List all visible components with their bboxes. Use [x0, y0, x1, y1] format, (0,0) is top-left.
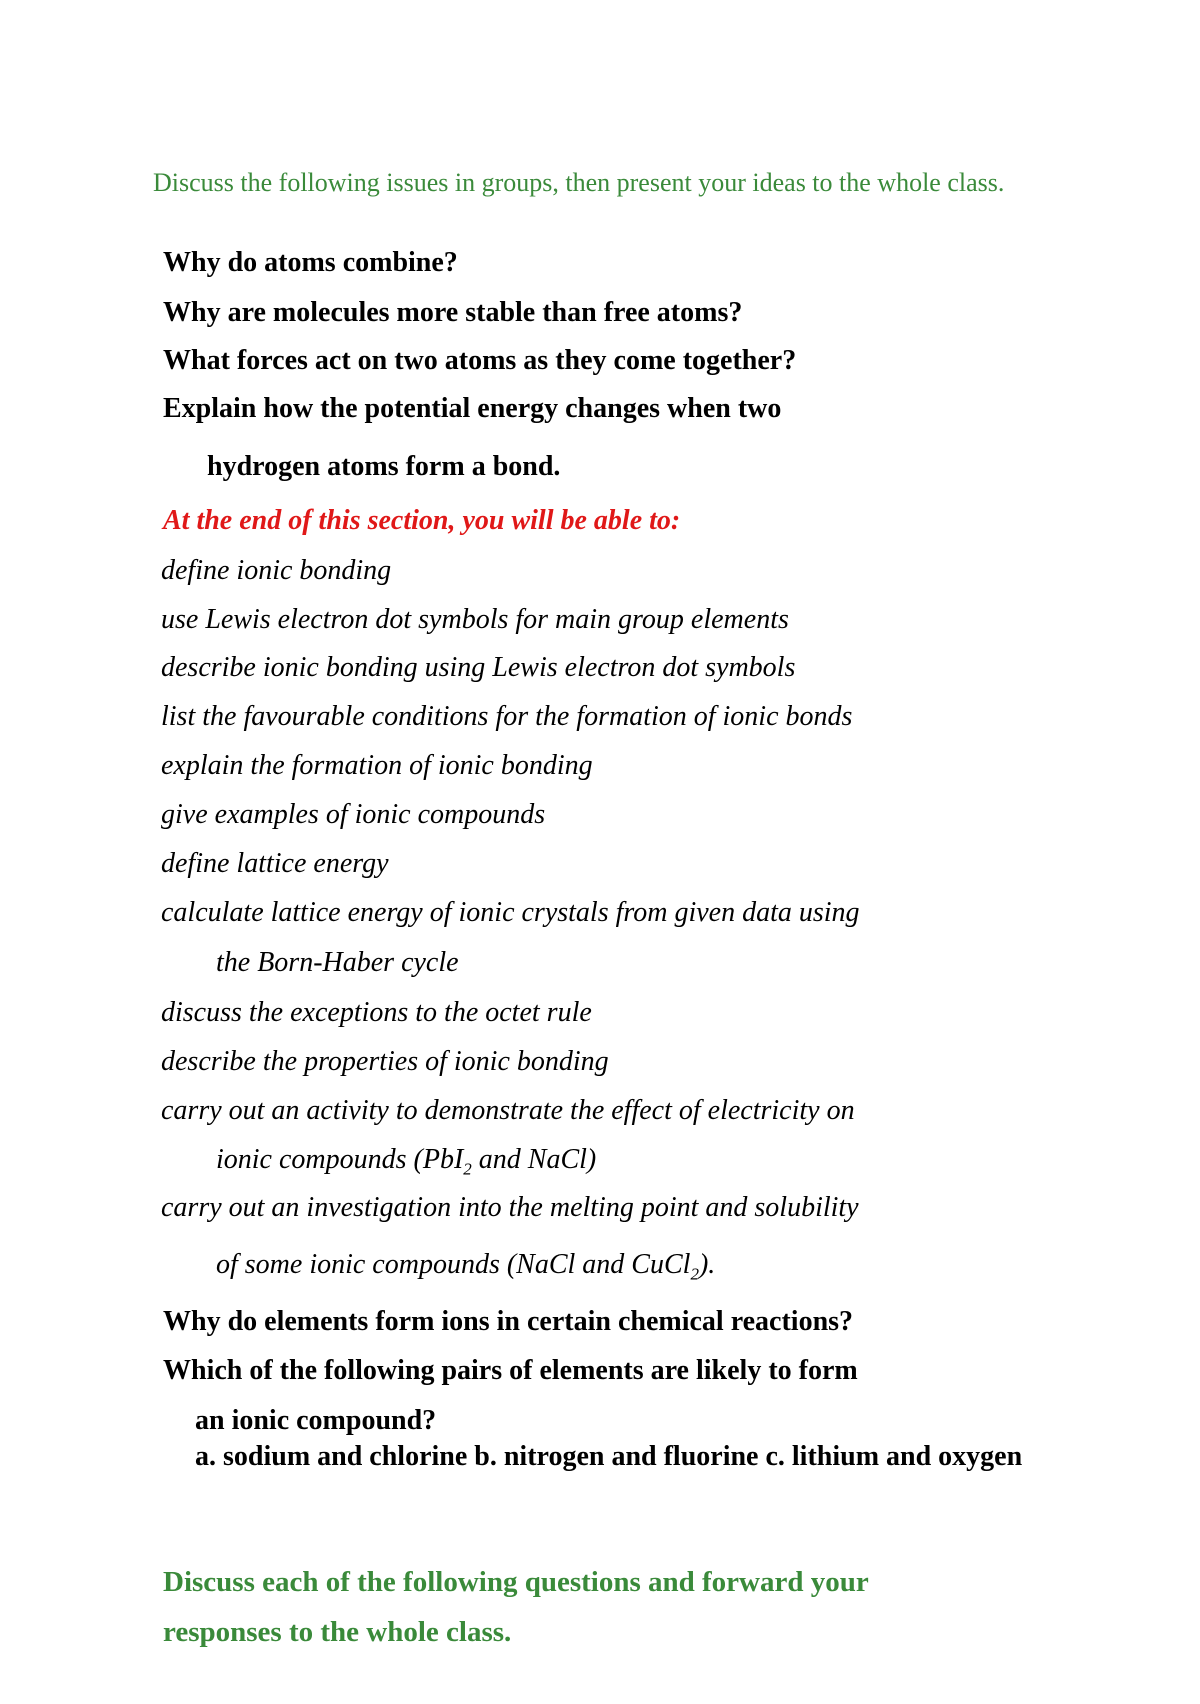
question-ionic-pairs-cont: an ionic compound?	[195, 1405, 437, 1436]
objective-item: carry out an activity to demonstrate the effect of electricity on	[161, 1095, 855, 1126]
objective-item: define lattice energy	[161, 848, 389, 879]
question-ionic-pairs: Which of the following pairs of elements are likely to form	[163, 1355, 858, 1386]
objective-item-cont	[216, 1144, 597, 1179]
objective-item: describe ionic bonding using Lewis electron dot symbols	[161, 652, 796, 683]
objective-item: discuss the exceptions to the octet rule	[161, 997, 592, 1028]
objective-item: list the favourable conditions for the formation of ionic bonds	[161, 701, 853, 732]
question-potential-energy: Explain how the potential energy changes when two	[163, 393, 782, 424]
formula-subscript: 2	[463, 1159, 472, 1179]
objective-item-cont	[216, 1249, 716, 1284]
objective-item: use Lewis electron dot symbols for main group elements	[161, 604, 789, 635]
objective-item: define ionic bonding	[161, 555, 392, 586]
objective-item: give examples of ionic compounds	[161, 799, 546, 830]
outro-instruction-cont: responses to the whole class.	[163, 1616, 512, 1648]
objective-item-cont: the Born-Haber cycle	[216, 947, 459, 978]
objectives-heading: At the end of this section, you will be able to:	[163, 505, 681, 536]
objective-item: describe the properties of ionic bonding	[161, 1046, 609, 1077]
question-form-ions: Why do elements form ions in certain chemical reactions?	[163, 1306, 854, 1337]
formula-text: of some ionic compounds (NaCl and CuCl	[216, 1249, 691, 1280]
question-molecules-stable: Why are molecules more stable than free atoms?	[163, 297, 743, 328]
formula-text: ).	[698, 1249, 716, 1280]
objective-item: carry out an investigation into the melting point and solubility	[161, 1192, 859, 1223]
formula-text: ionic compounds (PbI	[216, 1144, 464, 1175]
question-potential-energy-cont: hydrogen atoms form a bond.	[207, 451, 561, 482]
question-forces: What forces act on two atoms as they come together?	[163, 345, 797, 376]
formula-text: and NaCl)	[471, 1144, 597, 1175]
question-options: a. sodium and chlorine b. nitrogen and fluorine c. lithium and oxygen	[195, 1441, 1023, 1472]
intro-instruction: Discuss the following issues in groups, then present your ideas to the whole class.	[153, 168, 1005, 197]
objective-item: calculate lattice energy of ionic crystals from given data using	[161, 897, 860, 928]
question-why-combine: Why do atoms combine?	[163, 247, 458, 278]
formula-subscript: 2	[690, 1264, 699, 1284]
outro-instruction: Discuss each of the following questions and forward your	[163, 1566, 869, 1598]
objective-item: explain the formation of ionic bonding	[161, 750, 593, 781]
